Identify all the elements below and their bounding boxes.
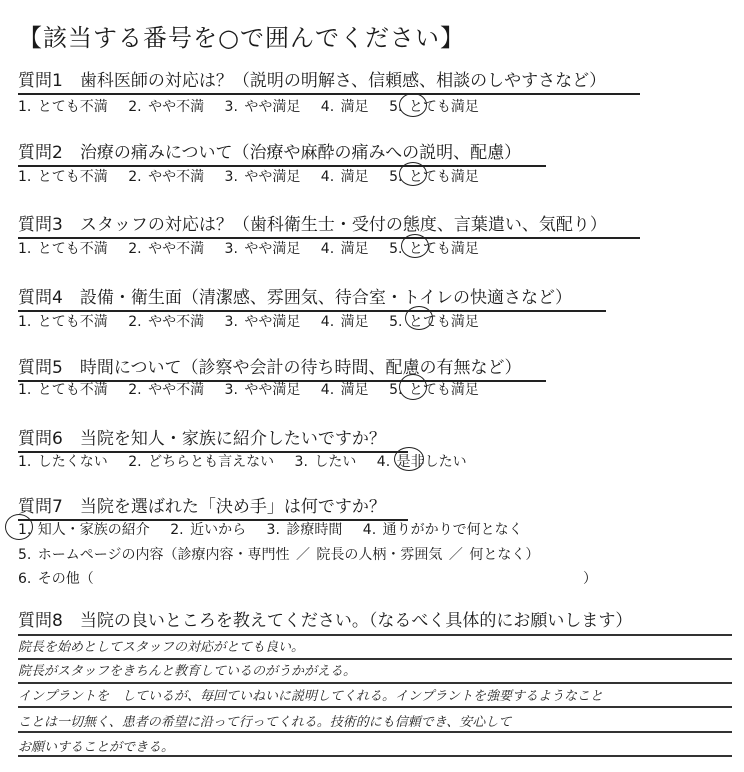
question-4: [18, 283, 572, 308]
q5-option-2[interactable]: 2. やや不満: [128, 382, 205, 398]
handwritten-line-2: 院長がスタッフをきちんと教育しているのがうかがえる。: [18, 664, 357, 679]
q2-option-2[interactable]: 2. やや不満: [128, 169, 205, 185]
q1-answer-circle: [399, 93, 427, 117]
handwritten-line-5: お願いすることができる。: [18, 740, 175, 755]
q1-option-2[interactable]: 2. やや不満: [128, 99, 205, 115]
q4-option-5[interactable]: 5. とても満足: [389, 314, 479, 330]
page-title: 【該当する番号を○で囲んでください】: [18, 24, 465, 52]
q6-option-3[interactable]: 3. したい: [294, 454, 357, 470]
q2-answer-circle: [399, 162, 427, 186]
q1-option-3[interactable]: 3. やや満足: [224, 99, 301, 115]
q4-option-3[interactable]: 3. やや満足: [224, 314, 301, 330]
question-2: [18, 138, 521, 163]
q3-option-2[interactable]: 2. やや不満: [128, 241, 205, 257]
q4-option-2[interactable]: 2. やや不満: [128, 314, 205, 330]
answer-line-4: [18, 706, 732, 708]
q4-option-4[interactable]: 4. 満足: [320, 314, 369, 330]
handwritten-line-3: インプラントを しているが、毎回ていねいに説明してくれる。インプラントを強要するようなこと: [18, 689, 604, 704]
q6-option-1[interactable]: 1. したくない: [18, 454, 108, 470]
q6-answer-circle: [394, 447, 424, 471]
q6-option-2[interactable]: 2. どちらとも言えない: [128, 454, 275, 470]
handwritten-line-4: ことは一切無く、患者の希望に沿って行ってくれる。技術的にも信頼でき、安心して: [18, 715, 512, 730]
q1-option-1[interactable]: 1. とても不満: [18, 99, 108, 115]
q5-answer-circle: [399, 374, 427, 400]
q2-option-1[interactable]: 1. とても不満: [18, 169, 108, 185]
question-7: [18, 492, 386, 517]
q7-option-4[interactable]: 4. 通りがかりで何となく: [362, 522, 523, 538]
question-3: [18, 210, 607, 235]
question-3-label: 質問3 スタッフの対応は？（歯科衛生士・受付の態度、言葉遣い、気配り）: [18, 215, 607, 235]
question-6: [18, 424, 386, 449]
question-8-label: 質問8 当院の良いところを教えてください。（なるべく具体的にお願いします）: [18, 611, 633, 631]
question-6-label: 質問6 当院を知人・家族に紹介したいですか？: [18, 429, 386, 449]
q7-option-5[interactable]: 5. ホームページの内容（診療内容・専門性 ／ 院長の人柄・雰囲気 ／ 何となく）: [18, 547, 540, 563]
q5-option-4[interactable]: 4. 満足: [320, 382, 369, 398]
q3-option-1[interactable]: 1. とても不満: [18, 241, 108, 257]
q3-option-4[interactable]: 4. 満足: [320, 241, 369, 257]
q7-option-6[interactable]: 6. その他（: [18, 571, 94, 587]
q4-answer-circle: [405, 306, 433, 330]
question-4-label: 質問4 設備・衛生面（清潔感、雰囲気、待合室・トイレの快適さなど）: [18, 288, 572, 308]
handwritten-line-1: 院長を始めとしてスタッフの対応がとても良い。: [18, 640, 305, 655]
q7-option-2[interactable]: 2. 近いから: [170, 522, 247, 538]
q7-option-6-close: ）: [583, 571, 597, 587]
answer-line-5: [18, 731, 732, 733]
q7-option-1[interactable]: 1. 知人・家族の紹介: [18, 522, 150, 538]
q3-answer-circle: [401, 234, 429, 258]
q5-option-5[interactable]: 5. とても満足: [389, 382, 479, 398]
question-8: [18, 606, 632, 631]
q7-option-3[interactable]: 3. 診療時間: [266, 522, 343, 538]
q2-option-3[interactable]: 3. やや満足: [224, 169, 301, 185]
question-7-options: [18, 519, 537, 539]
question-1-label: 質問1 歯科医師の対応は？（説明の明解さ、信頼感、相談のしやすさなど）: [18, 71, 607, 91]
q7-answer-circle: [5, 514, 33, 540]
question-7-label: 質問7 当院を選ばれた「決め手」は何ですか？: [18, 497, 386, 517]
q1-option-4[interactable]: 4. 満足: [320, 99, 369, 115]
question-1-underline: [18, 93, 640, 95]
question-5: [18, 353, 521, 378]
q4-option-1[interactable]: 1. とても不満: [18, 314, 108, 330]
question-5-label: 質問5 時間について（診察や会計の待ち時間、配慮の有無など）: [18, 358, 522, 378]
q3-option-5[interactable]: 5. とても満足: [389, 241, 479, 257]
answer-line-3: [18, 682, 732, 684]
q3-option-3[interactable]: 3. やや満足: [224, 241, 301, 257]
q1-option-5[interactable]: 5. とても満足: [389, 99, 479, 115]
question-2-label: 質問2 治療の痛みについて（治療や麻酔の痛みへの説明、配慮）: [18, 143, 522, 163]
q5-option-3[interactable]: 3. やや満足: [224, 382, 301, 398]
q2-option-4[interactable]: 4. 満足: [320, 169, 369, 185]
q2-option-5[interactable]: 5. とても満足: [389, 169, 479, 185]
answer-line-6: [18, 755, 732, 757]
question-1: [18, 66, 606, 91]
q5-option-1[interactable]: 1. とても不満: [18, 382, 108, 398]
q6-option-4[interactable]: 4. 是非したい: [376, 454, 467, 470]
